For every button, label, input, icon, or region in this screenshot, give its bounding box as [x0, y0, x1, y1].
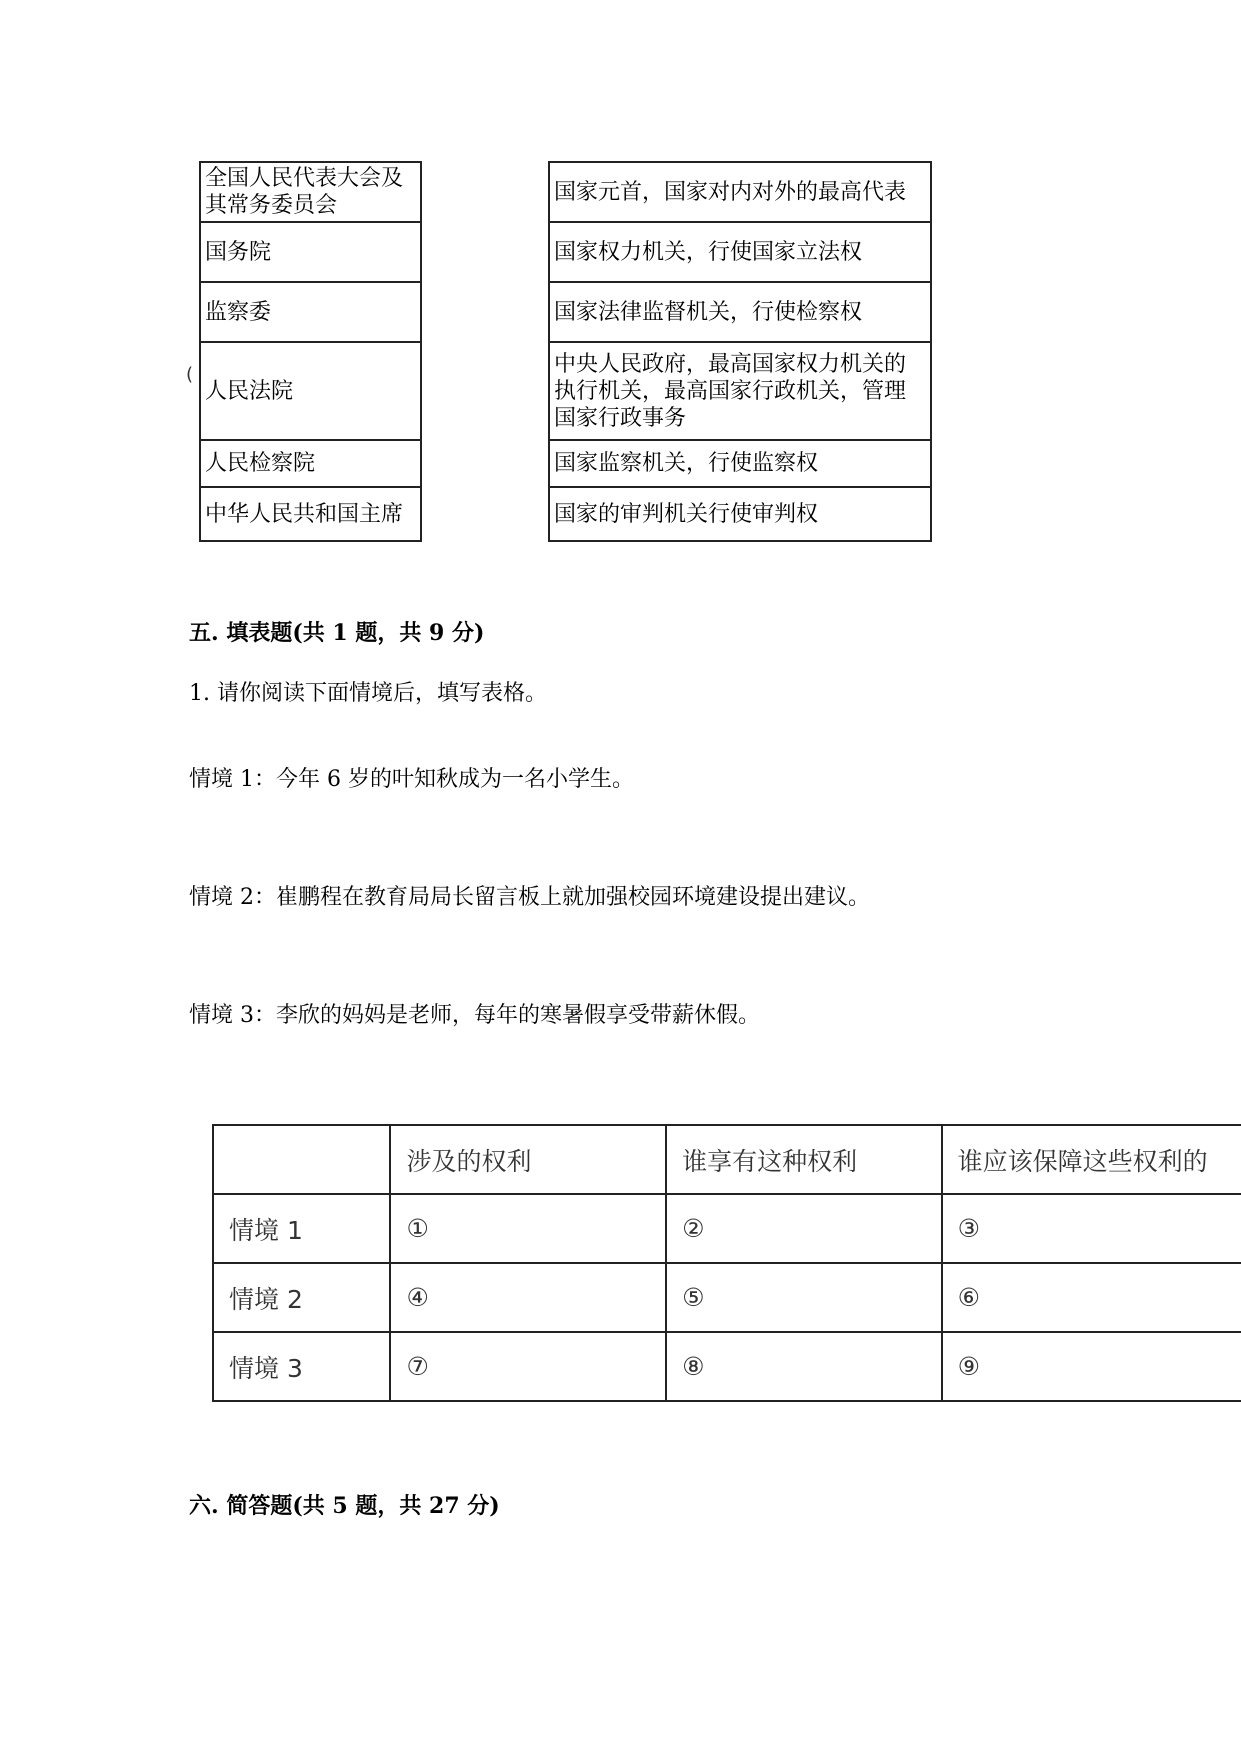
right-item: 中央人民政府，最高国家权力机关的执行机关，最高国家行政机关，管理国家行政事务: [549, 342, 931, 440]
answer-blank[interactable]: ⑥: [942, 1263, 1241, 1332]
row-label: 情境 1: [213, 1194, 390, 1263]
stray-mark: (: [186, 364, 194, 385]
table-header-row: [213, 1125, 1241, 1194]
table-header-cell: 谁应该保障这些权利的: [942, 1125, 1241, 1194]
question-text: 1. 请你阅读下面情境后，填写表格。: [189, 681, 547, 706]
left-item: 人民检察院: [200, 440, 421, 487]
table-header-cell: [213, 1125, 390, 1194]
left-item: 中华人民共和国主席: [200, 487, 421, 541]
table-row: [213, 1194, 1241, 1263]
scenario-1: 情境 1：今年 6 岁的叶知秋成为一名小学生。: [189, 767, 634, 792]
fill-table: [212, 1124, 1241, 1402]
answer-blank[interactable]: ①: [390, 1194, 666, 1263]
table-header-cell: 涉及的权利: [390, 1125, 666, 1194]
right-item: 国家的审判机关行使审判权: [549, 487, 931, 541]
table-row: [213, 1263, 1241, 1332]
left-item: 国务院: [200, 222, 421, 282]
table-row: [213, 1332, 1241, 1401]
section-6-title: 六. 简答题(共 5 题，共 27 分): [189, 1493, 500, 1519]
answer-blank[interactable]: ⑦: [390, 1332, 666, 1401]
table-header-cell: 谁享有这种权利: [666, 1125, 942, 1194]
left-item: 监察委: [200, 282, 421, 342]
section-5-title: 五. 填表题(共 1 题，共 9 分): [189, 620, 485, 646]
answer-blank[interactable]: ③: [942, 1194, 1241, 1263]
scenario-2: 情境 2：崔鹏程在教育局局长留言板上就加强校园环境建设提出建议。: [189, 885, 870, 910]
answer-blank[interactable]: ④: [390, 1263, 666, 1332]
right-item: 国家元首，国家对内对外的最高代表: [549, 162, 931, 222]
answer-blank[interactable]: ⑧: [666, 1332, 942, 1401]
scenario-3: 情境 3：李欣的妈妈是老师，每年的寒暑假享受带薪休假。: [189, 1003, 760, 1028]
right-item: 国家权力机关，行使国家立法权: [549, 222, 931, 282]
answer-blank[interactable]: ⑤: [666, 1263, 942, 1332]
right-item: 国家法律监督机关，行使检察权: [549, 282, 931, 342]
left-item: 全国人民代表大会及其常务委员会: [200, 162, 421, 222]
left-item: 人民法院: [200, 342, 421, 440]
matching-left-table: [199, 161, 422, 542]
row-label: 情境 3: [213, 1332, 390, 1401]
answer-blank[interactable]: ⑨: [942, 1332, 1241, 1401]
row-label: 情境 2: [213, 1263, 390, 1332]
matching-right-table: [548, 161, 932, 542]
answer-blank[interactable]: ②: [666, 1194, 942, 1263]
right-item: 国家监察机关，行使监察权: [549, 440, 931, 487]
